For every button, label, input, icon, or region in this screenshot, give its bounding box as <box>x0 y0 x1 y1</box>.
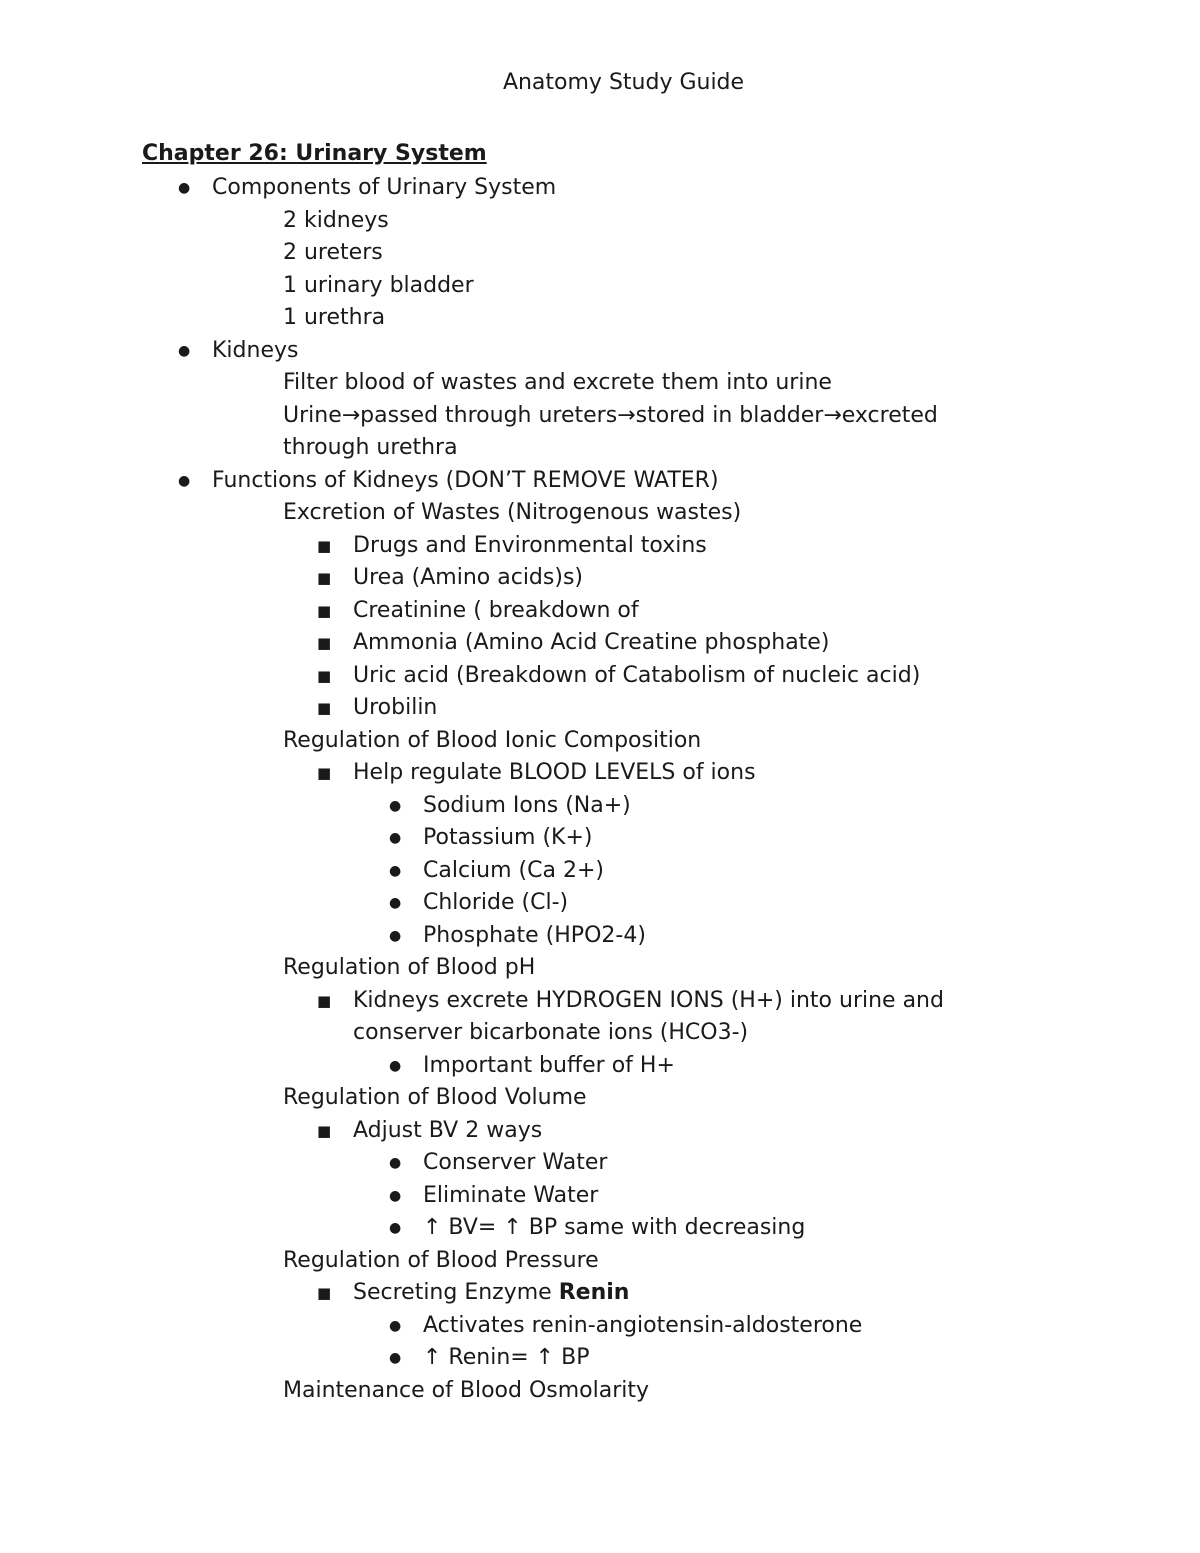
outline-line <box>0 1245 1200 1278</box>
document-title: Anatomy Study Guide <box>502 70 745 95</box>
filled-square-bullet-icon: ■ <box>317 1121 332 1140</box>
outline-text: Kidneys <box>212 337 299 363</box>
filled-circle-bullet-icon: ● <box>389 1220 402 1236</box>
filled-circle-bullet-icon: ● <box>178 472 191 489</box>
outline-text: Calcium (Ca 2+) <box>423 857 604 883</box>
outline-text: ↑ BV= ↑ BP same with decreasing <box>423 1215 806 1240</box>
outline-line <box>0 400 983 465</box>
outline-text: Adjust BV 2 ways <box>353 1117 543 1143</box>
outline-line <box>0 692 1200 725</box>
outline-line <box>0 172 1200 205</box>
filled-circle-bullet-icon: ● <box>178 342 191 359</box>
outline-line <box>0 1082 1200 1115</box>
outline-text: Secreting Enzyme <box>353 1280 559 1305</box>
outline-line <box>0 1050 1200 1083</box>
filled-square-bullet-icon: ■ <box>317 569 332 587</box>
outline-text: Ammonia (Amino Acid Creatine phosphate) <box>353 630 830 655</box>
outline-text: 2 kidneys <box>283 207 389 233</box>
outline-line <box>0 660 1200 693</box>
outline-line <box>0 1212 1200 1245</box>
outline-line <box>0 1180 1200 1213</box>
outline-text: Regulation of Blood Volume <box>283 1085 587 1110</box>
outline-line <box>0 1342 1200 1375</box>
outline-text: Excretion of Wastes (Nitrogenous wastes) <box>283 500 742 525</box>
outline-line <box>0 887 1200 920</box>
filled-circle-bullet-icon: ● <box>389 927 402 944</box>
outline-text: Regulation of Blood pH <box>283 955 536 980</box>
outline-text: Regulation of Blood Pressure <box>283 1247 599 1273</box>
outline-line <box>0 920 1200 953</box>
outline-line <box>0 367 1200 400</box>
outline-line <box>0 1310 1200 1343</box>
outline-line <box>0 757 1200 790</box>
filled-circle-bullet-icon: ● <box>389 895 402 911</box>
filled-circle-bullet-icon: ● <box>389 862 402 879</box>
outline-line <box>0 952 1200 985</box>
outline-text: Eliminate Water <box>423 1182 599 1208</box>
outline-text: Kidneys excrete HYDROGEN IONS (H+) into urine and conserver bicarbonate ions (HCO3-) <box>353 987 944 1045</box>
outline-text: Functions of Kidneys (DON’T REMOVE WATER) <box>212 467 719 493</box>
outline-line <box>0 497 1200 530</box>
outline-content <box>0 172 1200 1407</box>
outline-text: Uric acid (Breakdown of Catabolism of nucleic acid) <box>353 662 921 688</box>
outline-text: Drugs and Environmental toxins <box>353 532 707 558</box>
filled-square-bullet-icon: ■ <box>317 699 332 717</box>
outline-text: 2 ureters <box>283 240 383 265</box>
outline-line <box>0 595 1200 628</box>
filled-circle-bullet-icon: ● <box>389 1317 402 1334</box>
outline-text: Potassium (K+) <box>423 825 593 850</box>
outline-text: Filter blood of wastes and excrete them into urine <box>283 370 832 395</box>
filled-circle-bullet-icon: ● <box>389 1350 402 1366</box>
outline-line <box>0 1147 1200 1180</box>
filled-square-bullet-icon: ■ <box>317 991 332 1010</box>
outline-line <box>0 855 1200 888</box>
chapter-heading: Chapter 26: Urinary System <box>142 141 487 166</box>
filled-square-bullet-icon: ■ <box>317 764 332 782</box>
outline-text: Urobilin <box>353 695 438 720</box>
outline-text: Important buffer of H+ <box>423 1052 675 1078</box>
outline-text: Help regulate BLOOD LEVELS of ions <box>353 760 756 785</box>
outline-text: Phosphate (HPO2-4) <box>423 922 646 948</box>
outline-line <box>0 237 1200 270</box>
filled-circle-bullet-icon: ● <box>389 797 402 814</box>
filled-circle-bullet-icon: ● <box>389 1155 402 1171</box>
filled-square-bullet-icon: ■ <box>317 634 332 652</box>
outline-line <box>0 790 1200 823</box>
filled-circle-bullet-icon: ● <box>389 830 402 846</box>
outline-text: Conserver Water <box>423 1150 608 1175</box>
outline-line <box>0 725 1200 758</box>
outline-line <box>0 530 1200 563</box>
outline-text: 1 urinary bladder <box>283 272 474 298</box>
outline-line <box>0 822 1200 855</box>
outline-line <box>0 627 1200 660</box>
outline-text: Chloride (Cl-) <box>423 890 569 915</box>
outline-text: 1 urethra <box>283 305 386 330</box>
filled-square-bullet-icon: ■ <box>317 536 332 555</box>
outline-text: Regulation of Blood Ionic Composition <box>283 727 702 753</box>
outline-text: Urine→passed through ureters→stored in bladder→excreted through urethra <box>283 402 938 460</box>
filled-circle-bullet-icon: ● <box>389 1187 402 1204</box>
outline-line <box>0 562 1200 595</box>
filled-square-bullet-icon: ■ <box>317 1284 332 1302</box>
outline-line <box>0 302 1200 335</box>
outline-text: Sodium Ions (Na+) <box>423 792 631 818</box>
outline-text: Urea (Amino acids)s) <box>353 565 583 590</box>
outline-line <box>0 1277 1200 1310</box>
outline-text: Components of Urinary System <box>212 175 557 200</box>
outline-line <box>0 335 1200 368</box>
filled-square-bullet-icon: ■ <box>317 601 332 620</box>
bold-term: Renin <box>558 1280 630 1305</box>
filled-square-bullet-icon: ■ <box>317 666 332 685</box>
outline-line <box>0 985 993 1050</box>
outline-line <box>0 1375 1200 1408</box>
outline-line <box>0 1115 1200 1148</box>
outline-text: Maintenance of Blood Osmolarity <box>283 1377 650 1403</box>
filled-circle-bullet-icon: ● <box>389 1057 402 1074</box>
outline-line <box>0 465 1200 498</box>
outline-text: ↑ Renin= ↑ BP <box>423 1345 590 1370</box>
outline-text: Creatinine ( breakdown of <box>353 597 639 623</box>
outline-line <box>0 270 1200 303</box>
outline-line <box>0 205 1200 238</box>
outline-text: Activates renin-angiotensin-aldosterone <box>423 1312 863 1338</box>
filled-circle-bullet-icon: ● <box>178 180 191 196</box>
